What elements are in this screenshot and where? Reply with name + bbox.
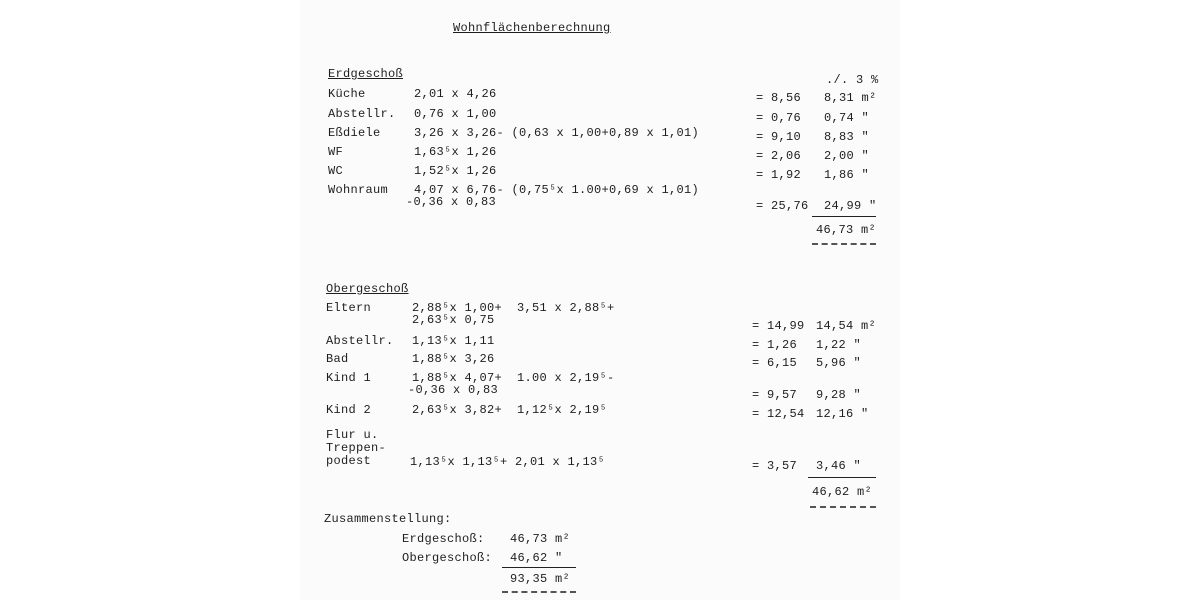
eg-calc-essdiele: 3,26 x 3,26- (0,63 x 1,00+0,89 x 1,01) <box>414 126 700 140</box>
summary-total: 93,35 m² <box>510 572 571 586</box>
eg-net-wf: 2,00 " <box>824 149 870 163</box>
og-room-kind1: Kind 1 <box>326 371 372 385</box>
summary-total-double-underline <box>502 591 576 593</box>
eg-total-double-underline <box>812 243 876 245</box>
section-heading-erdgeschoss: Erdgeschoß <box>328 67 404 81</box>
og-room-eltern: Eltern <box>326 301 372 315</box>
og-gross-abstellr: = 1,26 <box>752 338 798 352</box>
eg-total: 46,73 m² <box>816 223 877 237</box>
og-room-kind2: Kind 2 <box>326 403 372 417</box>
eg-gross-kueche: = 8,56 <box>756 91 802 105</box>
eg-net-essdiele: 8,83 " <box>824 130 870 144</box>
og-total: 46,62 m² <box>812 485 873 499</box>
summary-heading: Zusammenstellung: <box>324 512 452 526</box>
summary-eg-value: 46,73 m² <box>510 532 571 546</box>
og-calc-flur: 1,13⁵x 1,13⁵+ 2,01 x 1,13⁵ <box>410 455 606 469</box>
og-calc-bad: 1,88⁵x 3,26 <box>412 352 495 366</box>
og-gross-eltern: = 14,99 <box>752 319 805 333</box>
og-net-bad: 5,96 " <box>816 356 862 370</box>
eg-gross-wohnraum: = 25,76 <box>756 199 809 213</box>
og-room-flur-line2: Treppen- <box>326 441 387 455</box>
og-gross-flur: = 3,57 <box>752 459 798 473</box>
summary-og-value: 46,62 " <box>510 551 563 565</box>
eg-room-abstellr: Abstellr. <box>328 107 396 121</box>
og-room-bad: Bad <box>326 352 349 366</box>
og-room-abstellr: Abstellr. <box>326 334 394 348</box>
eg-calc-wf: 1,63⁵x 1,26 <box>414 145 497 159</box>
eg-room-essdiele: Eßdiele <box>328 126 381 140</box>
og-calc-kind2: 2,63⁵x 3,82+ 1,12⁵x 2,19⁵ <box>412 403 608 417</box>
og-calc2-eltern: 2,63⁵x 0,75 <box>412 313 495 327</box>
eg-room-wf: WF <box>328 145 344 159</box>
summary-og-label: Obergeschoß: <box>402 551 493 565</box>
eg-calc-wohnraum: 4,07 x 6,76- (0,75⁵x 1.00+0,69 x 1,01) <box>414 183 700 197</box>
reduction-header: ./. 3 % <box>826 73 879 87</box>
og-room-flur-line3: podest <box>326 454 372 468</box>
og-sum-line <box>808 477 876 478</box>
eg-gross-essdiele: = 9,10 <box>756 130 802 144</box>
og-calc-kind1: 1,88⁵x 4,07+ 1.00 x 2,19⁵- <box>412 371 615 385</box>
og-net-eltern: 14,54 m² <box>816 319 877 333</box>
eg-calc2-wohnraum: -0,36 x 0,83 <box>406 195 497 209</box>
eg-calc-wc: 1,52⁵x 1,26 <box>414 164 497 178</box>
og-calc-abstellr: 1,13⁵x 1,11 <box>412 334 495 348</box>
og-net-flur: 3,46 " <box>816 459 862 473</box>
og-total-double-underline <box>810 506 876 508</box>
og-gross-bad: = 6,15 <box>752 356 798 370</box>
document-page <box>300 0 900 600</box>
og-net-kind1: 9,28 " <box>816 388 862 402</box>
document-title: Wohnflächenberechnung <box>453 21 611 35</box>
eg-room-kueche: Küche <box>328 87 366 101</box>
og-room-flur-line1: Flur u. <box>326 428 379 442</box>
eg-gross-abstellr: = 0,76 <box>756 111 802 125</box>
eg-net-abstellr: 0,74 " <box>824 111 870 125</box>
eg-gross-wc: = 1,92 <box>756 168 802 182</box>
eg-net-wc: 1,86 " <box>824 168 870 182</box>
eg-room-wc: WC <box>328 164 344 178</box>
eg-net-wohnraum: 24,99 " <box>824 199 877 213</box>
og-calc2-kind1: -0,36 x 0,83 <box>408 383 499 397</box>
og-calc-eltern: 2,88⁵x 1,00+ 3,51 x 2,88⁵+ <box>412 301 615 315</box>
og-net-abstellr: 1,22 " <box>816 338 862 352</box>
og-net-kind2: 12,16 " <box>816 407 869 421</box>
og-gross-kind2: = 12,54 <box>752 407 805 421</box>
og-gross-kind1: = 9,57 <box>752 388 798 402</box>
eg-net-kueche: 8,31 m² <box>824 91 877 105</box>
summary-sum-line <box>502 567 576 568</box>
eg-calc-abstellr: 0,76 x 1,00 <box>414 107 497 121</box>
section-heading-obergeschoss: Obergeschoß <box>326 282 409 296</box>
eg-room-wohnraum: Wohnraum <box>328 183 389 197</box>
summary-eg-label: Erdgeschoß: <box>402 532 485 546</box>
eg-gross-wf: = 2,06 <box>756 149 802 163</box>
eg-calc-kueche: 2,01 x 4,26 <box>414 87 497 101</box>
eg-sum-line <box>812 216 876 217</box>
